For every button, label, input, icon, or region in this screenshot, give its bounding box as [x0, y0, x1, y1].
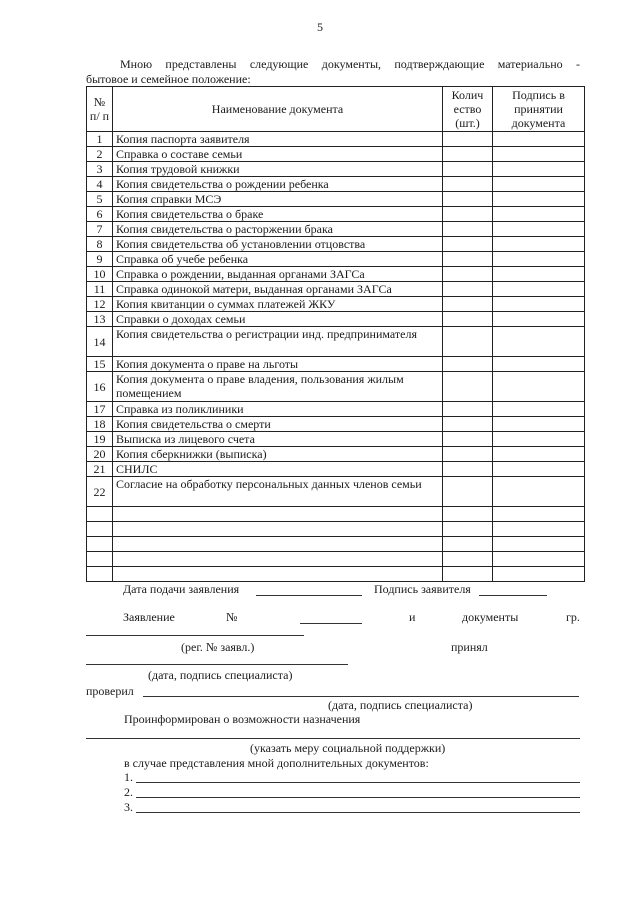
table-row: [87, 177, 585, 192]
row-number: 22: [87, 477, 113, 507]
table-row: [87, 432, 585, 447]
row-quantity-cell[interactable]: [443, 447, 493, 462]
row-signature-cell[interactable]: [493, 567, 585, 582]
row-number: 1: [87, 132, 113, 147]
table-row-empty: [87, 567, 585, 582]
registration-number-caption: (рег. № заявл.): [181, 640, 255, 654]
statement-label: Заявление: [123, 610, 175, 624]
row-quantity-cell[interactable]: [443, 432, 493, 447]
table-row: [87, 477, 585, 507]
table-row: [87, 447, 585, 462]
checked-field[interactable]: [143, 696, 579, 697]
additional-docs-text: в случае представления мной дополнительных документов:: [124, 756, 429, 770]
registration-number-field[interactable]: [86, 635, 304, 636]
table-row: [87, 297, 585, 312]
row-signature-cell[interactable]: [493, 192, 585, 207]
accepted-date-signature-field[interactable]: [86, 664, 348, 665]
table-row: [87, 372, 585, 402]
row-quantity-cell[interactable]: [443, 522, 493, 537]
row-quantity-cell[interactable]: [443, 132, 493, 147]
row-document-name-empty[interactable]: [113, 552, 443, 567]
row-quantity-cell[interactable]: [443, 462, 493, 477]
row-signature-cell[interactable]: [493, 177, 585, 192]
row-signature-cell[interactable]: [493, 267, 585, 282]
row-number: 14: [87, 327, 113, 357]
table-row: [87, 252, 585, 267]
row-signature-cell[interactable]: [493, 207, 585, 222]
row-signature-cell[interactable]: [493, 507, 585, 522]
list-item-number: 1.: [124, 770, 133, 784]
row-document-name: Копия свидетельства о регистрации инд. предпринимателя: [113, 327, 443, 357]
checked-caption: (дата, подпись специалиста): [328, 698, 473, 712]
intro-text-line-2: бытовое и семейное положение:: [86, 72, 251, 86]
statement-number-field[interactable]: [300, 623, 362, 624]
row-number: 21: [87, 462, 113, 477]
row-document-name-empty[interactable]: [113, 507, 443, 522]
row-document-name: Копия документа о праве на льготы: [113, 357, 443, 372]
row-quantity-cell[interactable]: [443, 207, 493, 222]
row-quantity-cell[interactable]: [443, 192, 493, 207]
applicant-signature-field[interactable]: [479, 595, 547, 596]
row-quantity-cell[interactable]: [443, 327, 493, 357]
and-word: и: [409, 610, 416, 624]
table-row: [87, 207, 585, 222]
table-row: [87, 267, 585, 282]
row-quantity-cell[interactable]: [443, 357, 493, 372]
row-signature-cell[interactable]: [493, 522, 585, 537]
row-number: 11: [87, 282, 113, 297]
row-signature-cell[interactable]: [493, 252, 585, 267]
row-quantity-cell[interactable]: [443, 477, 493, 507]
row-number: 9: [87, 252, 113, 267]
row-quantity-cell[interactable]: [443, 312, 493, 327]
row-number: 7: [87, 222, 113, 237]
table-header-row: [87, 87, 585, 132]
row-number: 15: [87, 357, 113, 372]
row-signature-cell[interactable]: [493, 357, 585, 372]
row-signature-cell[interactable]: [493, 162, 585, 177]
header-signature: Подпись в принятии документа: [493, 87, 585, 132]
row-quantity-cell[interactable]: [443, 372, 493, 402]
row-number: 8: [87, 237, 113, 252]
row-quantity-cell[interactable]: [443, 537, 493, 552]
row-signature-cell[interactable]: [493, 432, 585, 447]
row-number: 17: [87, 402, 113, 417]
row-signature-cell[interactable]: [493, 327, 585, 357]
row-number: 19: [87, 432, 113, 447]
table-row-empty: [87, 522, 585, 537]
page-number: 5: [317, 20, 323, 34]
row-document-name: Копия свидетельства о браке: [113, 207, 443, 222]
row-document-name: Копия свидетельства о расторжении брака: [113, 222, 443, 237]
additional-doc-field[interactable]: [136, 782, 580, 783]
row-quantity-cell[interactable]: [443, 237, 493, 252]
submission-date-field[interactable]: [256, 595, 362, 596]
row-signature-cell[interactable]: [493, 297, 585, 312]
row-document-name: Копия трудовой книжки: [113, 162, 443, 177]
row-signature-cell[interactable]: [493, 537, 585, 552]
row-signature-cell[interactable]: [493, 447, 585, 462]
table-row: [87, 402, 585, 417]
row-document-name: Справка из поликлиники: [113, 402, 443, 417]
row-quantity-cell[interactable]: [443, 507, 493, 522]
support-measure-caption: (указать меру социальной поддержки): [250, 741, 446, 755]
table-row: [87, 462, 585, 477]
row-signature-cell[interactable]: [493, 462, 585, 477]
row-document-name: Копия паспорта заявителя: [113, 132, 443, 147]
row-signature-cell[interactable]: [493, 132, 585, 147]
row-document-name: Копия справки МСЭ: [113, 192, 443, 207]
table-row-empty: [87, 507, 585, 522]
row-document-name: Справки о доходах семьи: [113, 312, 443, 327]
row-signature-cell[interactable]: [493, 477, 585, 507]
row-number: 10: [87, 267, 113, 282]
row-number: 3: [87, 162, 113, 177]
additional-doc-field[interactable]: [136, 797, 580, 798]
row-quantity-cell[interactable]: [443, 177, 493, 192]
row-signature-cell[interactable]: [493, 237, 585, 252]
row-document-name: Справка об учебе ребенка: [113, 252, 443, 267]
row-number: 16: [87, 372, 113, 402]
row-number: 5: [87, 192, 113, 207]
list-item-number: 2.: [124, 785, 133, 799]
row-signature-cell[interactable]: [493, 282, 585, 297]
header-document-name: Наименование документа: [113, 87, 443, 132]
row-document-name: Копия сберкнижки (выписка): [113, 447, 443, 462]
table-row: [87, 147, 585, 162]
table-row: [87, 132, 585, 147]
header-number: № п/ п: [87, 87, 113, 132]
row-document-name: Выписка из лицевого счета: [113, 432, 443, 447]
row-document-name: Копия свидетельства о смерти: [113, 417, 443, 432]
number-sign: №: [226, 610, 238, 624]
row-quantity-cell[interactable]: [443, 252, 493, 267]
intro-text-line-1: Мною представлены следующие документы, подтверждающие материально -: [120, 57, 580, 71]
applicant-signature-label: Подпись заявителя: [374, 582, 471, 596]
row-number: 12: [87, 297, 113, 312]
accepted-caption: (дата, подпись специалиста): [148, 668, 293, 682]
row-document-name: Копия документа о праве владения, пользования жилым помещением: [113, 372, 443, 402]
table-row: [87, 162, 585, 177]
row-quantity-cell[interactable]: [443, 297, 493, 312]
row-quantity-cell[interactable]: [443, 267, 493, 282]
row-document-name: СНИЛС: [113, 462, 443, 477]
list-item-number: 3.: [124, 800, 133, 814]
row-quantity-cell[interactable]: [443, 147, 493, 162]
row-quantity-cell[interactable]: [443, 552, 493, 567]
row-quantity-cell[interactable]: [443, 222, 493, 237]
support-measure-field[interactable]: [86, 738, 580, 739]
row-number: 18: [87, 417, 113, 432]
row-document-name: Справка одинокой матери, выданная органами ЗАГСа: [113, 282, 443, 297]
row-document-name-empty[interactable]: [113, 522, 443, 537]
citizen-abbr: гр.: [566, 610, 580, 624]
row-signature-cell[interactable]: [493, 552, 585, 567]
documents-word: документы: [462, 610, 519, 624]
row-quantity-cell[interactable]: [443, 417, 493, 432]
row-document-name: Копия свидетельства о рождении ребенка: [113, 177, 443, 192]
row-signature-cell[interactable]: [493, 372, 585, 402]
row-document-name: Копия квитанции о суммах платежей ЖКУ: [113, 297, 443, 312]
accepted-word: принял: [451, 640, 488, 654]
table-row: [87, 282, 585, 297]
row-document-name: Согласие на обработку персональных данных членов семьи: [113, 477, 443, 507]
row-number: 2: [87, 147, 113, 162]
row-signature-cell[interactable]: [493, 222, 585, 237]
row-document-name: Справка о рождении, выданная органами ЗАГСа: [113, 267, 443, 282]
row-document-name-empty[interactable]: [113, 537, 443, 552]
row-document-name-empty[interactable]: [113, 567, 443, 582]
additional-doc-field[interactable]: [136, 812, 580, 813]
table-row: [87, 312, 585, 327]
row-quantity-cell[interactable]: [443, 567, 493, 582]
table-row-empty: [87, 552, 585, 567]
documents-table: [86, 86, 585, 582]
header-quantity: Колич ество (шт.): [443, 87, 493, 132]
submission-date-label: Дата подачи заявления: [123, 582, 240, 596]
table-row-empty: [87, 537, 585, 552]
row-number: 20: [87, 447, 113, 462]
row-signature-cell[interactable]: [493, 402, 585, 417]
row-number: 4: [87, 177, 113, 192]
table-row: [87, 417, 585, 432]
informed-text: Проинформирован о возможности назначения: [124, 712, 361, 726]
checked-label: проверил: [86, 684, 134, 698]
table-row: [87, 357, 585, 372]
row-number: 13: [87, 312, 113, 327]
row-signature-cell[interactable]: [493, 312, 585, 327]
row-quantity-cell[interactable]: [443, 162, 493, 177]
row-document-name: Справка о составе семьи: [113, 147, 443, 162]
row-document-name: Копия свидетельства об установлении отцовства: [113, 237, 443, 252]
table-row: [87, 237, 585, 252]
row-quantity-cell[interactable]: [443, 282, 493, 297]
row-signature-cell[interactable]: [493, 147, 585, 162]
row-quantity-cell[interactable]: [443, 402, 493, 417]
row-number: 6: [87, 207, 113, 222]
table-row: [87, 327, 585, 357]
row-signature-cell[interactable]: [493, 417, 585, 432]
table-row: [87, 192, 585, 207]
table-row: [87, 222, 585, 237]
